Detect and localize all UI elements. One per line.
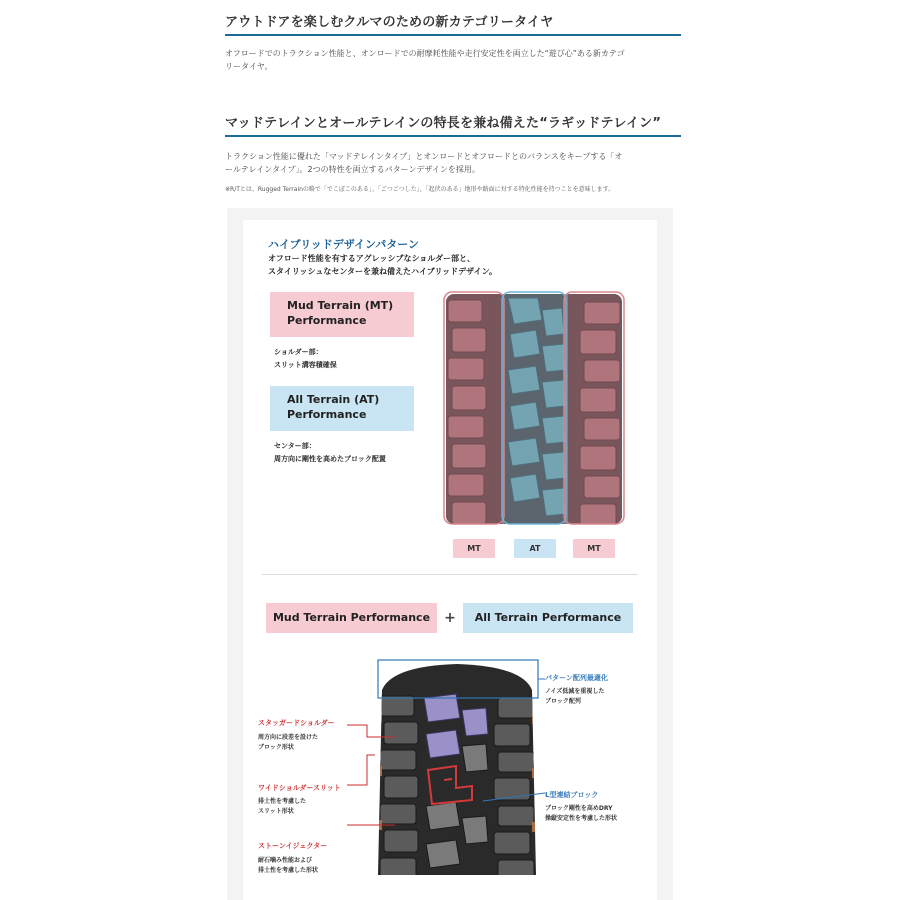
- section1-body: [225, 47, 695, 73]
- callout-wide-desc: [258, 797, 306, 817]
- section2-body-line1: トラクション性能に優れた「マッドテレインタイプ」とオンロードとオフロードとのバランスをキープする「オ: [225, 152, 623, 161]
- tag-at: AT: [514, 539, 556, 558]
- callout-stone-desc2: 排土性を考慮した形状: [258, 867, 319, 874]
- callout-lblock-title: L型連結ブロック: [545, 791, 599, 799]
- mt-desc-line1: ショルダー部：: [274, 348, 323, 356]
- hybrid-desc-line1: オフロード性能を有するアグレッシブなショルダー部と、: [268, 254, 475, 263]
- mud-terrain-band: Mud Terrain Performance: [266, 603, 437, 633]
- section2-body-line2: ールテレインタイプ」。2つの特性を両立するパターンデザインを採用。: [225, 165, 480, 174]
- callout-lblock-desc1: ブロック剛性を高めDRY: [545, 805, 613, 812]
- hybrid-desc: [268, 252, 497, 278]
- hybrid-desc-line2: スタイリッシュなセンターを兼ね備えたハイブリッドデザイン。: [268, 267, 497, 276]
- callout-staggered-desc2: ブロック形状: [258, 744, 294, 751]
- callout-wide-desc1: 排土性を考慮した: [258, 798, 307, 805]
- mt-box-line2: Performance: [287, 314, 367, 327]
- callout-lblock-desc: [545, 804, 617, 824]
- section2-body: [225, 150, 695, 176]
- mt-performance-box: [270, 292, 414, 337]
- mt-box-line1: Mud Terrain (MT): [287, 299, 394, 312]
- at-performance-box: [270, 386, 414, 431]
- callout-stone-desc1: 耐石噛み性能および: [258, 857, 313, 864]
- callout-stone-desc: [258, 856, 318, 876]
- callout-pattern-title: パターン配列最適化: [545, 674, 608, 682]
- hybrid-title: ハイブリッドデザインパターン: [268, 238, 420, 251]
- callout-stone-title: ストーンイジェクター: [258, 842, 328, 850]
- mt-desc-line2: スリット溝容積確保: [274, 361, 337, 369]
- at-desc-line2: 周方向に剛性を高めたブロック配置: [274, 455, 386, 463]
- callout-wide-desc2: スリット形状: [258, 808, 294, 815]
- callout-staggered-title: スタッガードショルダー: [258, 719, 335, 727]
- section2-rule: [225, 135, 681, 137]
- section1-heading: アウトドアを楽しむクルマのための新カテゴリータイヤ: [225, 15, 554, 30]
- all-terrain-band: All Terrain Performance: [463, 603, 633, 633]
- section1-rule: [225, 34, 681, 36]
- callout-lblock-desc2: 操縦安定性を考慮した形状: [545, 815, 618, 822]
- at-description: [274, 440, 386, 466]
- callout-wide-title: ワイドショルダースリット: [258, 784, 341, 792]
- callout-pattern-desc: [545, 687, 604, 707]
- plus-sign: +: [444, 610, 456, 626]
- section2-heading: マッドテレインとオールテレインの特長を兼ね備えた“ラギッドテレイン”: [225, 116, 662, 131]
- section1-body-line2: リータイヤ。: [225, 62, 273, 71]
- callout-pattern-desc2: ブロック配列: [545, 698, 581, 705]
- callout-pattern-desc1: ノイズ低減を重視した: [545, 688, 605, 695]
- tag-mt-left: MT: [453, 539, 495, 558]
- callout-staggered-desc1: 周方向に段差を設けた: [258, 734, 319, 741]
- mt-description: [274, 346, 337, 372]
- at-desc-line1: センター部：: [274, 442, 316, 450]
- at-box-line2: Performance: [287, 408, 367, 421]
- section1-body-line1: オフロードでのトラクション性能と、オンロードでの耐摩耗性能や走行安定性を両立した“遊び心”ある新カテゴ: [225, 49, 625, 58]
- callout-staggered-desc: [258, 733, 318, 753]
- tag-mt-right: MT: [573, 539, 615, 558]
- footnote: ※R/Tとは、Rugged Terrainの略で「でこぼこのある」、「ごつごつした」、「起伏のある」地形や路面に対する特化性能を持つことを意味します。: [225, 186, 615, 193]
- at-box-line1: All Terrain (AT): [287, 393, 380, 406]
- tread-pattern-image: [438, 290, 630, 528]
- panel-divider: [262, 574, 638, 575]
